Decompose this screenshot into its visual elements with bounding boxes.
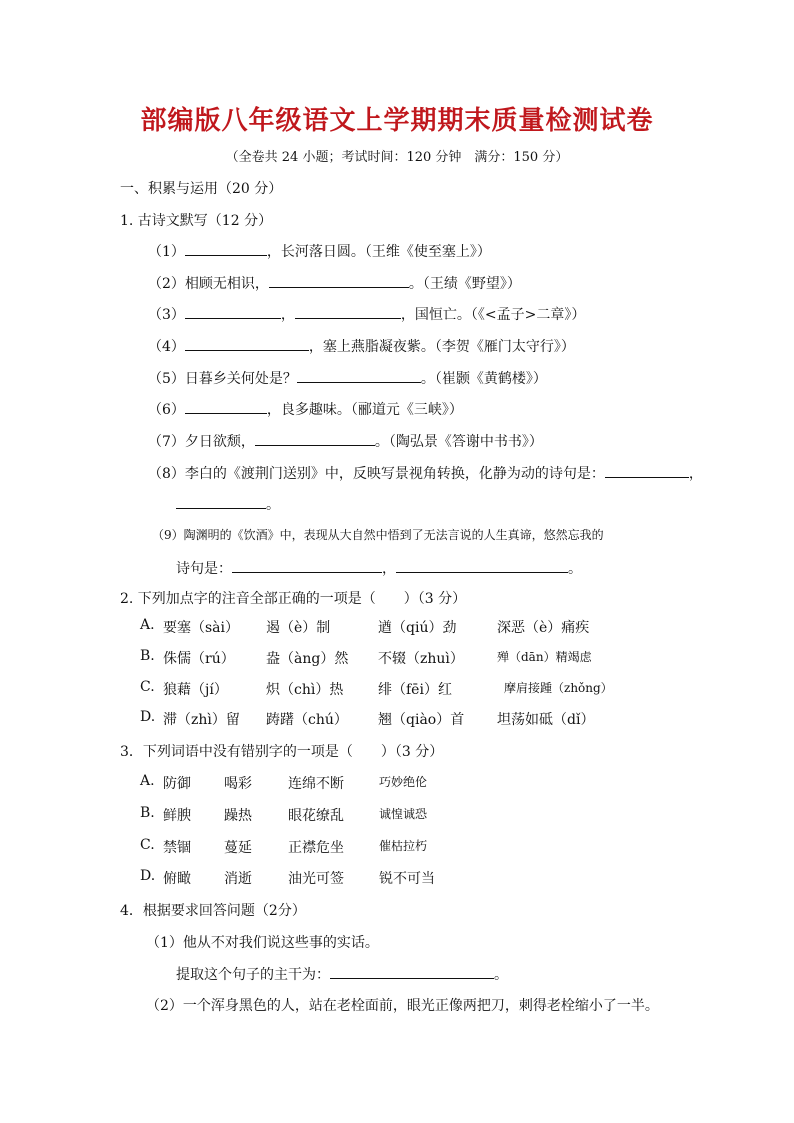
option-label: A. — [140, 773, 155, 789]
option-cell: 眼花缭乱 — [288, 808, 344, 824]
option-cell: 不辍（zhuì） — [378, 651, 464, 667]
option-cell: 坦荡如砥（dǐ） — [497, 712, 595, 728]
option-cell: 消逝 — [224, 871, 252, 887]
option-cell: 蔓延 — [224, 840, 252, 856]
q1-item-7: （7）夕日欲颓， 。（陶弘景《答谢中书书》） — [148, 430, 543, 451]
q1-item-1: （1） ，长河落日圆。（王维《使至塞上》） — [148, 240, 491, 261]
answer-blank[interactable] — [232, 557, 382, 573]
answer-blank[interactable] — [605, 462, 689, 478]
option-cell: 盎（àng）然 — [266, 651, 349, 667]
option-label: A. — [140, 617, 155, 633]
q1-item-4: （4） ，塞上燕脂凝夜紫。（李贺《雁门太守行》） — [148, 335, 575, 356]
q1-item-5: （5）日暮乡关何处是？ 。（崔颢《黄鹤楼》） — [148, 367, 547, 388]
option-cell: 连绵不断 — [288, 776, 344, 792]
option-cell: 侏儒（rú） — [163, 651, 235, 667]
option-cell: 躁热 — [224, 808, 252, 824]
option-cell: 防御 — [163, 776, 191, 792]
option-cell: 翘（qiào）首 — [378, 712, 465, 728]
answer-blank[interactable] — [255, 430, 375, 446]
answer-blank[interactable] — [176, 493, 266, 509]
exam-info: （全卷共 24 小题；考试时间：120 分钟 满分：150 分） — [225, 150, 569, 165]
answer-blank[interactable] — [396, 557, 568, 573]
question-3-heading: 3．下列词语中没有错别字的一项是（ ）（3 分） — [120, 744, 444, 760]
option-cell: 踌躇（chú） — [266, 712, 348, 728]
question-4-heading: 4．根据要求回答问题（2分） — [120, 903, 306, 919]
option-cell: 狼藉（jí） — [163, 682, 228, 698]
option-label: B. — [140, 805, 155, 821]
q1-item-3: （3） ， ，国恒亡。（《<孟子>二章》） — [148, 303, 585, 324]
option-cell: 摩肩接踵（zhǒng） — [504, 681, 613, 695]
option-cell: 鲜腴 — [163, 808, 191, 824]
option-cell: 遏（è）制 — [266, 620, 331, 636]
q1-item-8-cont: 。 — [176, 493, 280, 514]
answer-blank[interactable] — [269, 272, 409, 288]
answer-blank[interactable] — [295, 303, 401, 319]
option-cell: 俯瞰 — [163, 871, 191, 887]
q1-item-8: （8）李白的《渡荆门送别》中，反映写景视角转换，化静为动的诗句是： ， — [148, 462, 703, 483]
answer-blank[interactable] — [185, 335, 309, 351]
option-cell: 炽（chì）热 — [266, 682, 344, 698]
option-cell: 殚（dān）精竭虑 — [497, 650, 592, 664]
option-cell: 喝彩 — [224, 776, 252, 792]
option-cell: 巧妙绝伦 — [379, 775, 428, 789]
q1-item-2: （2）相顾无相识， 。（王绩《野望》） — [148, 272, 521, 293]
q1-item-6: （6） ，良多趣味。（郦道元《三峡》） — [148, 398, 463, 419]
option-label: C. — [140, 837, 155, 853]
option-label: D. — [140, 868, 156, 884]
q4-item-1-prompt: 提取这个句子的主干为： 。 — [176, 963, 508, 984]
question-2-heading: 2. 下列加点字的注音全部正确的一项是（ ）（3 分） — [120, 591, 467, 607]
option-label: C. — [140, 679, 155, 695]
answer-blank[interactable] — [185, 398, 267, 414]
option-cell: 正襟危坐 — [288, 840, 344, 856]
q1-item-9-cont: 诗句是： ， 。 — [176, 557, 582, 578]
answer-blank[interactable] — [185, 303, 281, 319]
option-cell: 诚惶诚恐 — [379, 807, 428, 821]
option-cell: 遒（qiú）劲 — [378, 620, 457, 636]
option-cell: 绯（fēi）红 — [378, 682, 452, 698]
q4-item-2: （2）一个浑身黑色的人，站在老栓面前，眼光正像两把刀，刺得老栓缩小了一半。 — [146, 998, 659, 1014]
option-cell: 要塞（sài） — [163, 620, 240, 636]
option-cell: 锐不可当 — [379, 871, 435, 887]
answer-blank[interactable] — [330, 963, 494, 979]
option-cell: 滞（zhì）留 — [163, 712, 240, 728]
answer-blank[interactable] — [297, 367, 421, 383]
option-cell: 禁锢 — [163, 840, 191, 856]
q1-item-9: （9）陶渊明的《饮酒》中，表现从大自然中悟到了无法言说的人生真谛，悠然忘我的 — [152, 528, 604, 542]
option-cell: 油光可签 — [288, 871, 344, 887]
option-label: B. — [140, 648, 155, 664]
page-title: 部编版八年级语文上学期期末质量检测试卷 — [140, 106, 654, 136]
question-1-heading: 1. 古诗文默写（12 分） — [120, 213, 273, 229]
answer-blank[interactable] — [185, 240, 267, 256]
option-cell: 深恶（è）痛疾 — [497, 620, 590, 636]
q4-item-1: （1）他从不对我们说这些事的实话。 — [146, 935, 379, 951]
section-heading: 一、积累与运用（20 分） — [120, 181, 283, 197]
option-cell: 催枯拉朽 — [379, 839, 428, 853]
option-label: D. — [140, 709, 156, 725]
